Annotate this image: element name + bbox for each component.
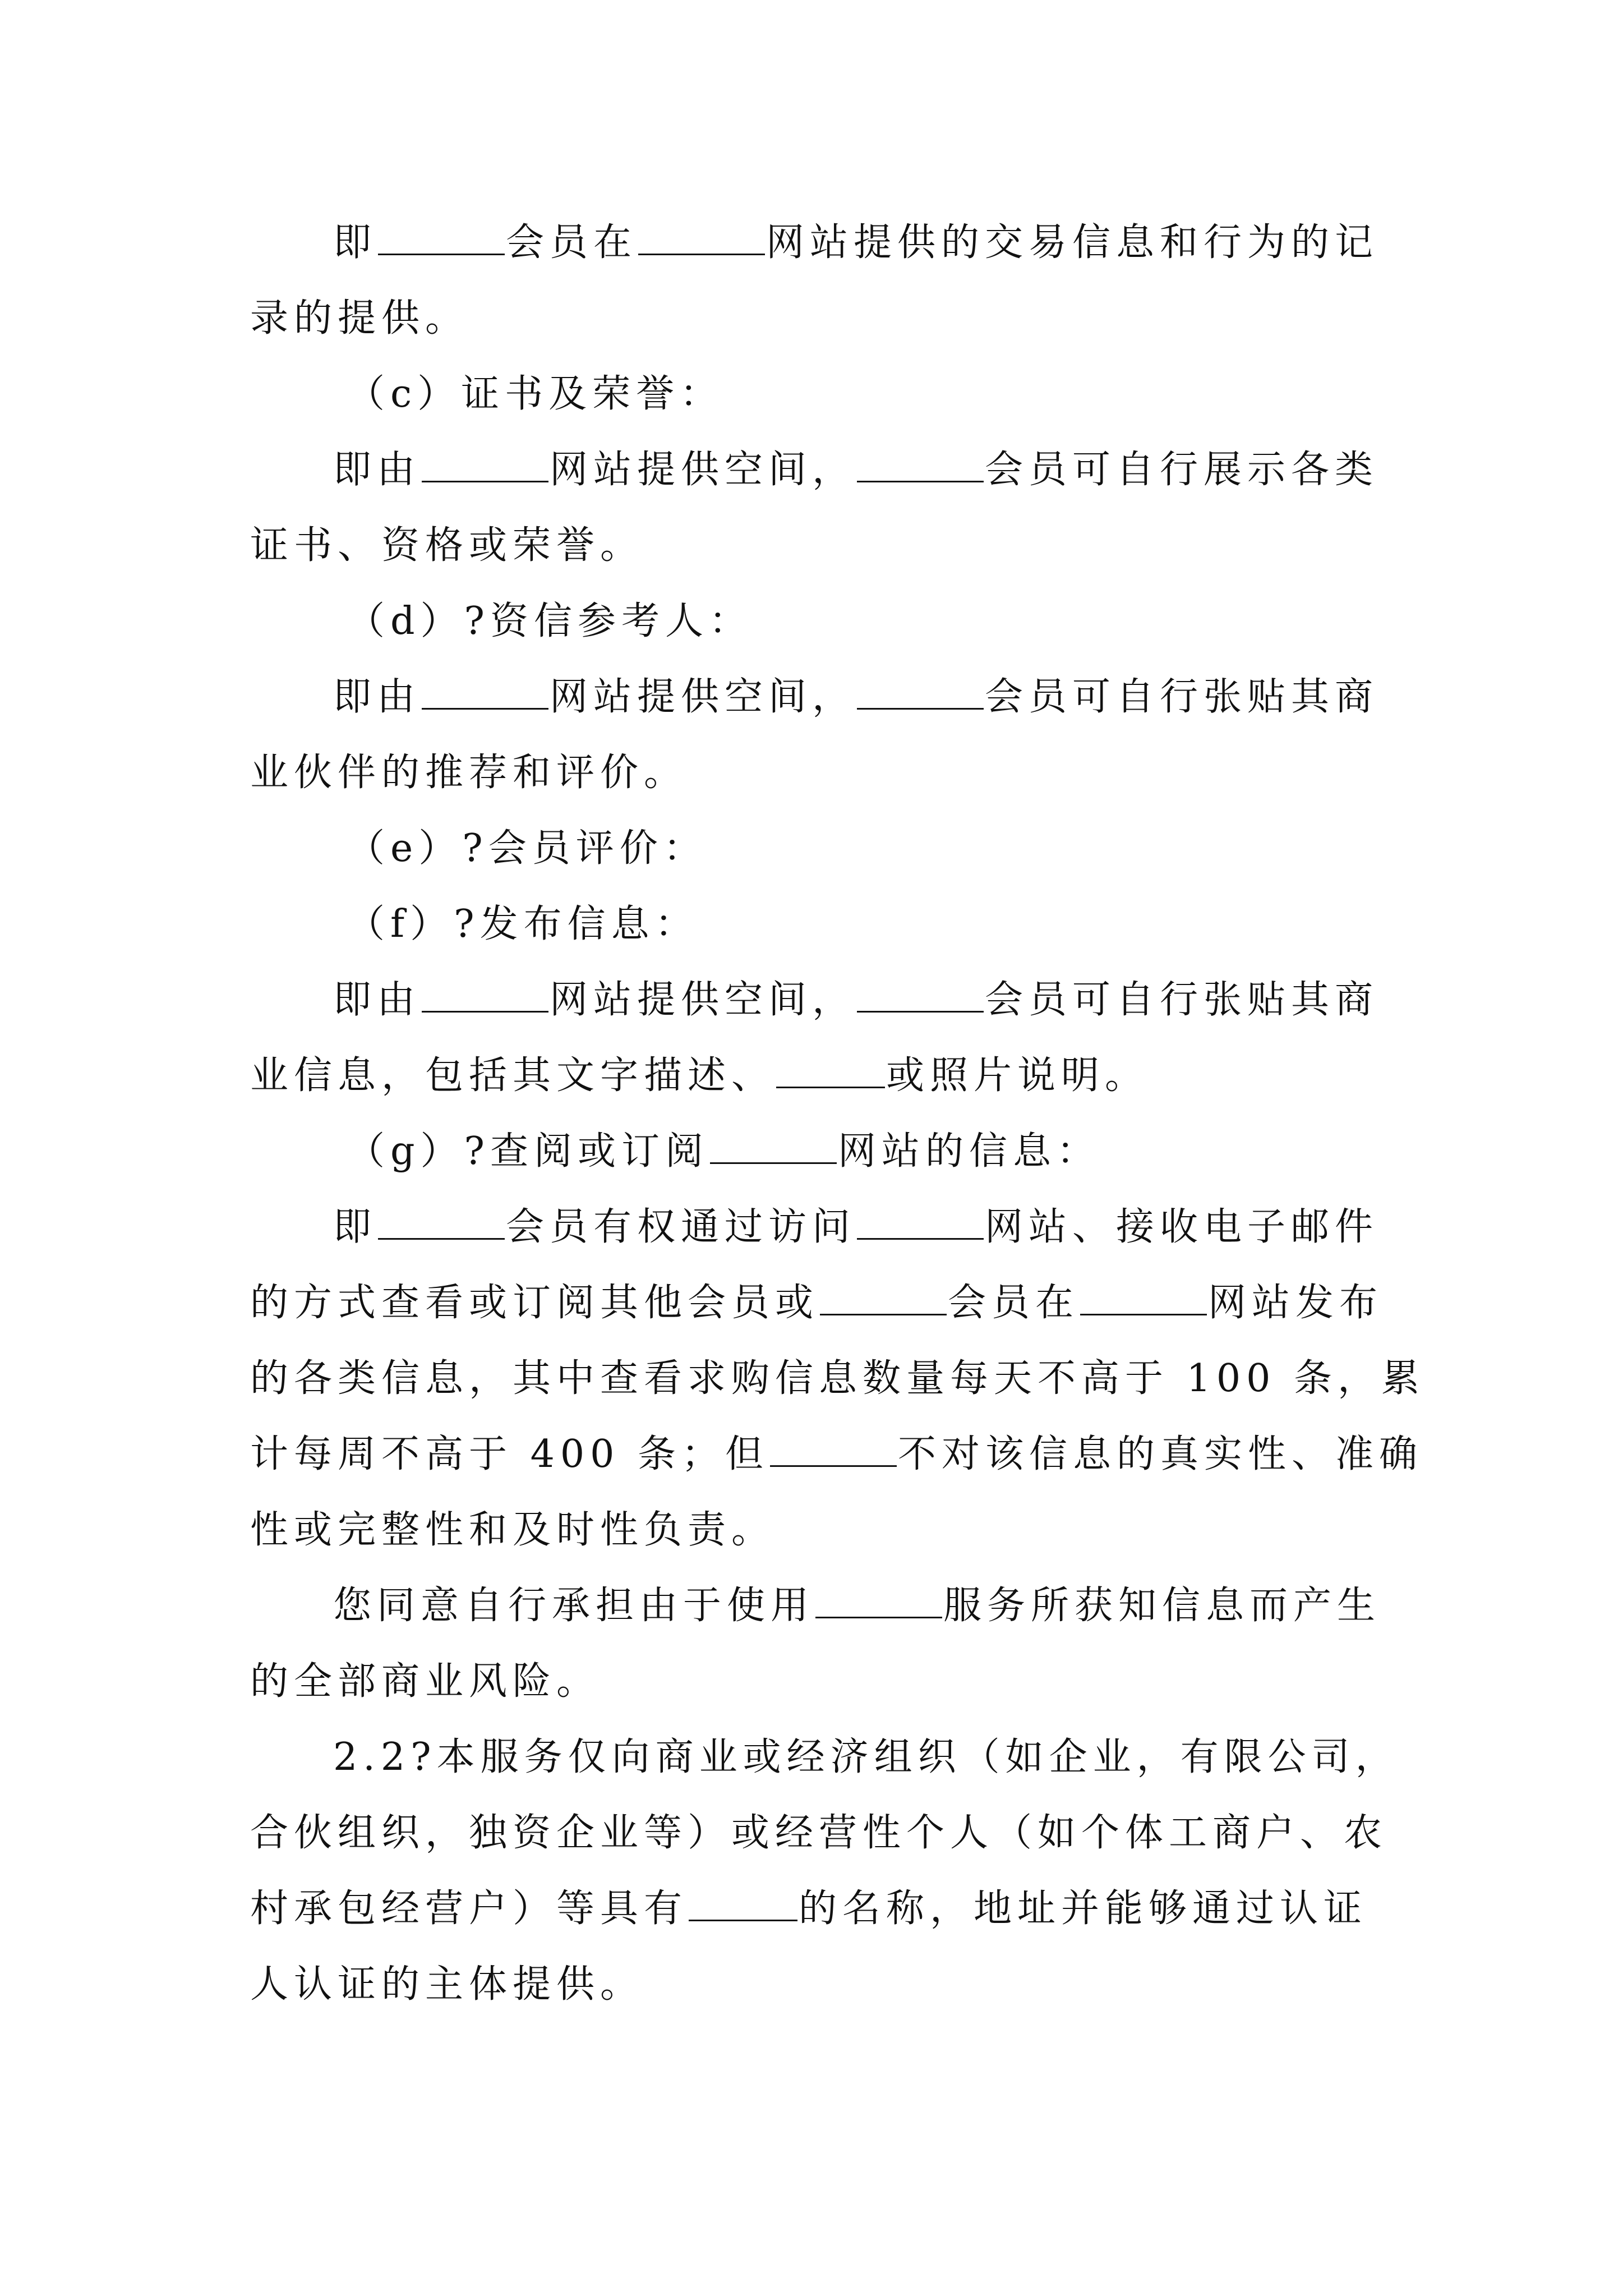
blank-field [422, 679, 548, 710]
text-line: 您同意自行承担由于使用 服务所获知信息而产生 [333, 1584, 1381, 1628]
text-line: 即由 网站提供空间， 会员可自行张贴其商 [333, 978, 1379, 1022]
text-line: （d）?资信参考人： [347, 599, 753, 643]
text-line: （e）?会员评价： [347, 826, 707, 871]
blank-field [857, 452, 984, 482]
text-line: 业信息，包括其文字描述、 或照片说明。 [250, 1053, 1149, 1098]
blank-field [815, 1588, 942, 1618]
blank-field [422, 452, 548, 482]
blank-field [820, 1285, 947, 1315]
blank-field [710, 1133, 837, 1164]
blank-field [857, 982, 984, 1013]
text-line: 计每周不高于 400 条；但 不对该信息的真实性、准确 [250, 1432, 1423, 1476]
text-line: 人认证的主体提供。 [250, 1962, 644, 2007]
text-line: 录的提供。 [250, 296, 469, 341]
text-line: 村承包经营户）等具有 的名称，地址并能够通过认证 [250, 1887, 1368, 1931]
blank-field [857, 679, 984, 710]
blank-field [689, 1890, 797, 1921]
text-line: （f）?发布信息： [347, 902, 699, 946]
blank-field [776, 1057, 885, 1088]
blank-field [378, 224, 505, 255]
blank-field [378, 1209, 505, 1240]
text-line: 的各类信息，其中查看求购信息数量每天不高于 100 条，累 [250, 1356, 1426, 1401]
blank-field [638, 224, 765, 255]
text-line: 即 会员在 网站提供的交易信息和行为的记 [333, 220, 1379, 265]
text-line: 即由 网站提供空间， 会员可自行张贴其商 [333, 675, 1379, 719]
text-line: 即 会员有权通过访问 网站、接收电子邮件 [333, 1205, 1379, 1249]
text-line: 的方式查看或订阅其他会员或 会员在 网站发布 [250, 1281, 1384, 1325]
text-line: 2.2?本服务仅向商业或经济组织（如企业，有限公司， [333, 1735, 1399, 1779]
text-line: 证书、资格或荣誉。 [250, 523, 644, 568]
text-line: 即由 网站提供空间， 会员可自行展示各类 [333, 448, 1379, 492]
blank-field [857, 1209, 984, 1240]
text-line: 业伙伴的推荐和评价。 [250, 751, 688, 795]
text-line: 性或完整性和及时性负责。 [250, 1508, 776, 1552]
text-line: （c）证书及荣誉： [347, 372, 724, 416]
blank-field [770, 1436, 897, 1467]
blank-field [1080, 1285, 1207, 1315]
blank-field [422, 982, 548, 1013]
text-line: 合伙组织，独资企业等）或经营性个人（如个体工商户、农 [250, 1811, 1388, 1855]
text-line: （g）?查阅或订阅 网站的信息： [347, 1129, 1101, 1174]
text-line: 的全部商业风险。 [250, 1659, 601, 1704]
